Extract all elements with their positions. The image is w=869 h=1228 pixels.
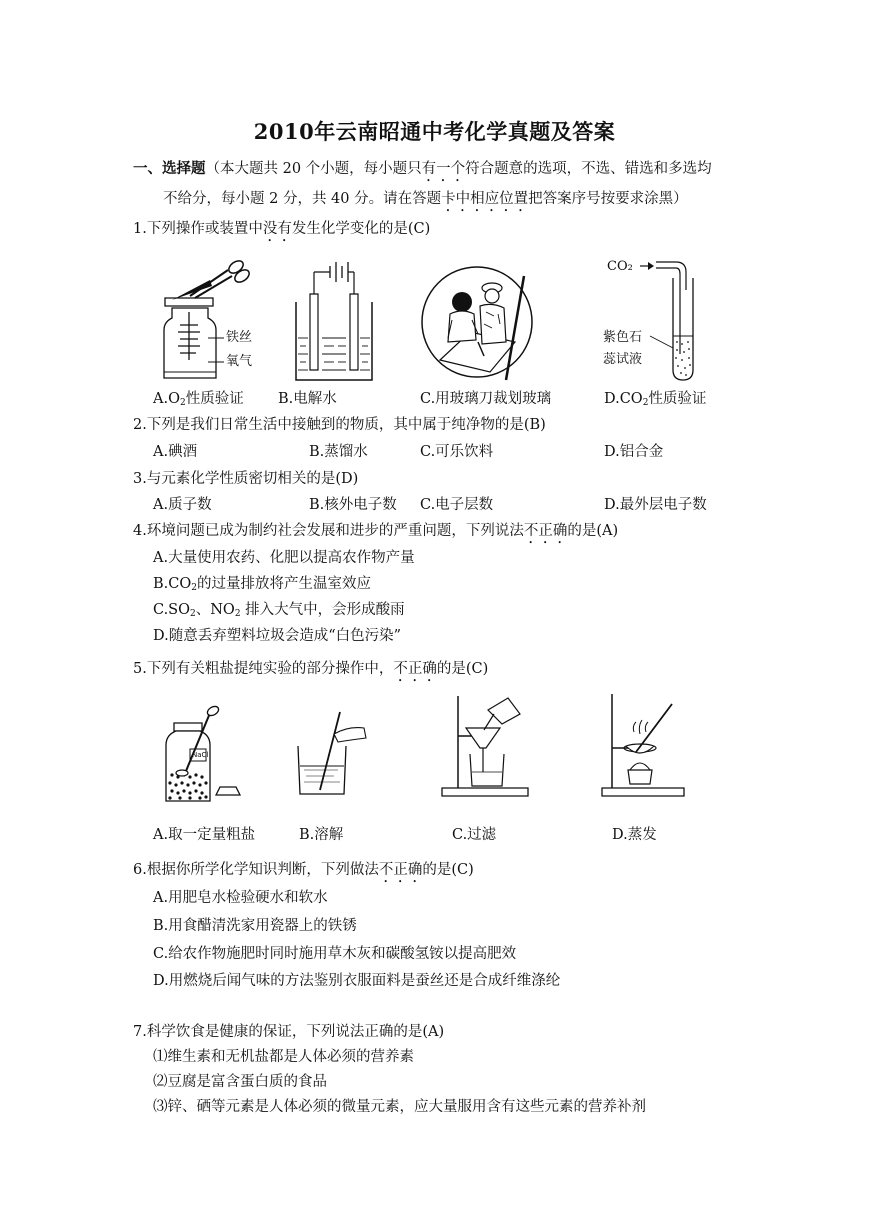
- q1-option-c: C.用玻璃刀裁划玻璃: [420, 391, 552, 407]
- q1-option-a-pre: A.O: [153, 391, 180, 407]
- filtration-figure: [440, 690, 532, 800]
- q4-option-b-pre: B.CO: [153, 576, 192, 592]
- page-title: 2010年云南昭通中考化学真题及答案: [253, 119, 616, 144]
- q7-item-3: ⑶锌、硒等元素是人体必须的微量元素，应大量服用含有这些元素的营养补剂: [153, 1099, 646, 1115]
- q5-option-a: A.取一定量粗盐: [153, 827, 256, 843]
- q1-stem-b: 发生化学变化的是(C): [291, 221, 431, 237]
- q4-option-b-sub: 2: [191, 583, 197, 593]
- q3-option-a: A.质子数: [153, 497, 212, 513]
- q1-option-d-post: 性质验证: [648, 391, 707, 407]
- electrolysis-figure: [290, 262, 376, 384]
- section-note-c: 不给分，每小题 2 分，共 40 分。请在答题: [163, 191, 442, 207]
- q6-stem-emphasis: 不正确: [378, 862, 423, 878]
- q1-stem-a: 1.下列操作或装置中: [133, 221, 263, 237]
- q6-stem-a: 6.根据你所学化学知识判断，下列做法: [133, 862, 379, 878]
- co2-litmus-test-tube-figure: [640, 254, 700, 384]
- section-note-d: 把答案序号按要求涂黑）: [528, 191, 688, 207]
- q4-stem-b: 的是(A): [567, 523, 619, 539]
- section-instructions-line2: [163, 189, 688, 215]
- q1-option-d: [604, 389, 706, 413]
- q2-option-a: A.碘酒: [153, 444, 198, 460]
- q3-option-c: C.电子层数: [420, 497, 494, 513]
- section-instructions: [133, 159, 712, 185]
- q4-option-c-p1: C.SO: [153, 602, 191, 618]
- section-note-emph-1: 有一个: [421, 161, 466, 177]
- section-note-a: （本大题共 20 个小题，每小题只: [205, 161, 422, 177]
- q5-stem-emphasis: 不正确: [393, 661, 437, 677]
- q4-option-c-p2: 、NO: [195, 602, 235, 618]
- dissolving-beaker-figure: [292, 708, 372, 800]
- label-oxygen: 氧气: [226, 354, 253, 369]
- question-2-stem: 2.下列是我们日常生活中接触到的物质，其中属于纯净物的是(B): [133, 417, 546, 433]
- q1-option-a-sub: 2: [179, 398, 186, 408]
- q1-option-a-post: 性质验证: [185, 391, 244, 407]
- label-iron-wire: 铁丝: [226, 330, 253, 345]
- q1-option-a: [153, 389, 244, 413]
- q5-option-c: C.过滤: [452, 827, 497, 843]
- q4-option-b: [153, 574, 371, 598]
- q4-option-c: [153, 600, 405, 624]
- q7-item-2: ⑵豆腐是富含蛋白质的食品: [153, 1074, 327, 1090]
- label-litmus-line2: 蕊试液: [603, 352, 643, 367]
- question-7-stem: 7.科学饮食是健康的保证，下列说法正确的是(A): [133, 1024, 445, 1040]
- q7-item-1: ⑴维生素和无机盐都是人体必须的营养素: [153, 1049, 414, 1065]
- q4-stem-a: 4.环境问题已成为制约社会发展和进步的严重问题，下列说法: [133, 523, 524, 539]
- q1-option-d-sub: 2: [642, 398, 649, 408]
- q6-stem-b: 的是(C): [422, 862, 474, 878]
- section-heading: 一、选择题: [133, 160, 206, 177]
- q4-option-d: D.随意丢弃塑料垃圾会造成“白色污染”: [153, 628, 402, 644]
- section-note-emph-2: 卡中相应位置: [441, 191, 529, 207]
- q1-option-b: B.电解水: [278, 391, 337, 407]
- q5-stem-a: 5.下列有关粗盐提纯实验的部分操作中，: [133, 661, 394, 677]
- section-note-b: 符合题意的选项，不选、错选和多选均: [465, 161, 712, 177]
- q2-option-b: B.蒸馏水: [309, 444, 368, 460]
- q4-stem-emphasis: 不正确: [523, 523, 568, 539]
- question-3-stem: 3.与元素化学性质密切相关的是(D): [133, 471, 359, 487]
- q4-option-c-s2: 2: [234, 609, 241, 619]
- q6-option-a: A.用肥皂水检验硬水和软水: [153, 890, 328, 906]
- q3-option-d: D.最外层电子数: [604, 497, 707, 513]
- q5-option-d: D.蒸发: [612, 827, 657, 843]
- q5-stem-b: 的是(C): [436, 661, 489, 677]
- q4-option-c-s1: 2: [190, 609, 196, 619]
- q5-option-b: B.溶解: [299, 827, 344, 843]
- q3-option-b: B.核外电子数: [309, 497, 397, 513]
- q2-option-d: D.铝合金: [604, 444, 664, 460]
- label-co2: CO₂: [607, 259, 633, 274]
- question-5-stem: [133, 659, 488, 685]
- q6-option-b: B.用食醋清洗家用瓷器上的铁锈: [153, 918, 357, 934]
- q4-option-c-p3: 排入大气中，会形成酸雨: [240, 602, 405, 618]
- question-1-stem: [133, 219, 430, 245]
- q2-option-c: C.可乐饮料: [420, 444, 494, 460]
- question-4-stem: [133, 521, 618, 547]
- q6-option-c: C.给农作物施肥时同时施用草木灰和碳酸氢铵以提高肥效: [153, 946, 517, 962]
- q1-stem-emphasis: 没有: [262, 221, 292, 237]
- glass-cutting-figure: [420, 262, 535, 384]
- q4-option-b-post: 的过量排放将产生温室效应: [196, 576, 371, 592]
- q1-option-d-pre: D.CO: [604, 391, 643, 407]
- nacl-jar-label: NaCl: [192, 751, 209, 759]
- question-6-stem: [133, 860, 474, 886]
- q6-option-d: D.用燃烧后闻气味的方法鉴别衣服面料是蚕丝还是合成纤维涤纶: [153, 973, 561, 989]
- q4-option-a: A.大量使用农药、化肥以提高农作物产量: [153, 550, 415, 566]
- label-litmus-line1: 紫色石: [603, 330, 643, 345]
- evaporation-figure: [600, 690, 690, 800]
